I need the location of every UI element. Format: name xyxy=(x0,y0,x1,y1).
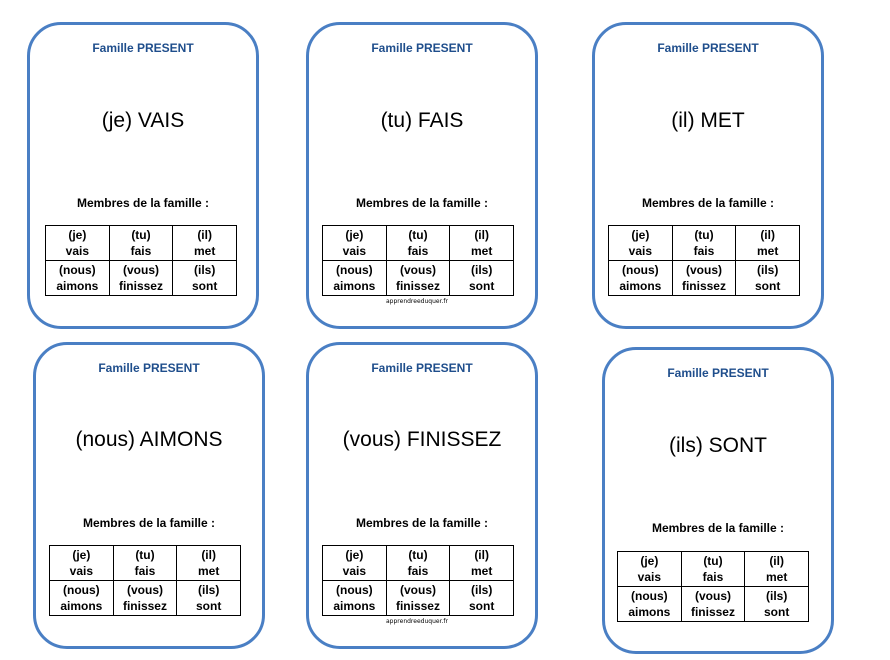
card-il-met xyxy=(592,22,824,329)
card-header: Famille PRESENT xyxy=(371,361,473,375)
table-row xyxy=(46,261,237,296)
card-title: (tu) FAIS xyxy=(380,109,464,132)
table-cell: (nous) aimons xyxy=(609,261,673,296)
table-cell: (tu) fais xyxy=(109,226,173,261)
table-cell: (je) vais xyxy=(46,226,110,261)
table-cell: (il) met xyxy=(736,226,800,261)
table-cell: (je) vais xyxy=(609,226,673,261)
table-cell: (je) vais xyxy=(50,546,114,581)
table-row xyxy=(50,546,241,581)
card-title: (vous) FINISSEZ xyxy=(342,428,502,451)
table-row xyxy=(50,581,241,616)
table-cell: (ils) sont xyxy=(736,261,800,296)
card-title: (nous) AIMONS xyxy=(75,428,223,451)
table-cell: (nous) aimons xyxy=(46,261,110,296)
members-label: Membres de la famille : xyxy=(355,516,489,530)
table-row xyxy=(323,546,514,581)
table-cell: (vous) finissez xyxy=(386,261,450,296)
table-cell: (tu) fais xyxy=(113,546,177,581)
members-label: Membres de la famille : xyxy=(355,196,489,210)
watermark-text: apprendreeduquer.fr xyxy=(386,618,448,625)
card-title: (il) MET xyxy=(671,109,745,132)
members-label: Membres de la famille : xyxy=(651,521,785,535)
table-cell: (nous) aimons xyxy=(50,581,114,616)
table-cell: (il) met xyxy=(177,546,241,581)
table-row xyxy=(323,581,514,616)
card-header: Famille PRESENT xyxy=(98,361,200,375)
table-cell: (je) vais xyxy=(323,226,387,261)
card-title: (je) VAIS xyxy=(101,109,185,132)
members-table xyxy=(617,551,809,622)
table-cell: (il) met xyxy=(173,226,237,261)
table-row xyxy=(618,587,809,622)
table-row xyxy=(618,552,809,587)
table-row xyxy=(46,226,237,261)
card-vous-finissez xyxy=(306,342,538,649)
card-header: Famille PRESENT xyxy=(92,41,194,55)
table-row xyxy=(323,261,514,296)
card-nous-aimons xyxy=(33,342,265,649)
watermark-text: apprendreeduquer.fr xyxy=(386,298,448,305)
members-label: Membres de la famille : xyxy=(82,516,216,530)
members-table xyxy=(322,225,514,296)
card-header: Famille PRESENT xyxy=(371,41,473,55)
table-row xyxy=(609,261,800,296)
members-table xyxy=(45,225,237,296)
table-cell: (je) vais xyxy=(323,546,387,581)
members-label: Membres de la famille : xyxy=(76,196,210,210)
table-cell: (tu) fais xyxy=(386,546,450,581)
card-header: Famille PRESENT xyxy=(657,41,759,55)
card-title: (ils) SONT xyxy=(669,434,767,457)
members-label: Membres de la famille : xyxy=(641,196,775,210)
table-row xyxy=(609,226,800,261)
members-table xyxy=(322,545,514,616)
table-cell: (ils) sont xyxy=(177,581,241,616)
table-cell: (ils) sont xyxy=(173,261,237,296)
table-cell: (ils) sont xyxy=(450,261,514,296)
table-cell: (vous) finissez xyxy=(386,581,450,616)
table-cell: (vous) finissez xyxy=(109,261,173,296)
table-cell: (vous) finissez xyxy=(681,587,745,622)
table-cell: (il) met xyxy=(450,226,514,261)
card-je-vais xyxy=(27,22,259,329)
card-header: Famille PRESENT xyxy=(667,366,769,380)
table-cell: (il) met xyxy=(745,552,809,587)
members-table xyxy=(49,545,241,616)
table-cell: (nous) aimons xyxy=(323,261,387,296)
table-cell: (je) vais xyxy=(618,552,682,587)
table-cell: (ils) sont xyxy=(450,581,514,616)
table-cell: (nous) aimons xyxy=(323,581,387,616)
table-cell: (nous) aimons xyxy=(618,587,682,622)
table-cell: (tu) fais xyxy=(672,226,736,261)
members-table xyxy=(608,225,800,296)
table-cell: (il) met xyxy=(450,546,514,581)
table-cell: (tu) fais xyxy=(681,552,745,587)
card-tu-fais xyxy=(306,22,538,329)
table-cell: (vous) finissez xyxy=(672,261,736,296)
card-ils-sont xyxy=(602,347,834,654)
table-cell: (vous) finissez xyxy=(113,581,177,616)
table-row xyxy=(323,226,514,261)
table-cell: (ils) sont xyxy=(745,587,809,622)
table-cell: (tu) fais xyxy=(386,226,450,261)
